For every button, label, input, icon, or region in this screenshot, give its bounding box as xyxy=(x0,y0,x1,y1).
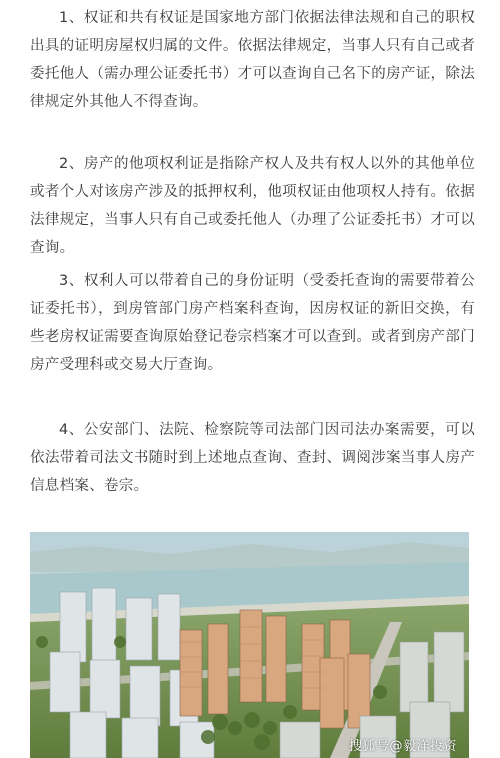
aerial-residential-photo xyxy=(30,532,469,758)
paragraph-2: 2、房产的他项权利证是指除产权人及共有权人以外的其他单位或者个人对该房产涉及的抵押权利，他项权证由他项权人持有。依据法律规定，当事人只有自己或委托他人（办理了公证委托书）才可以查询。 xyxy=(30,156,475,256)
paragraph-1: 1、权证和共有权证是国家地方部门依据法律法规和自己的职权出具的证明房屋权归属的文件。依据法律规定，当事人只有自己或者委托他人（需办理公证委托书）才可以查询自己名下的房产证，除法律规定外其他人不得查询。 xyxy=(30,10,475,110)
aerial-city-illustration xyxy=(30,532,469,758)
paragraph-3: 3、权利人可以带着自己的身份证明（受委托查询的需要带着公证委托书），到房管部门房产档案科查询，因房权证的新旧交换，有些老房权证需要查询原始登记卷宗档案才可以查到。或者到房产部门房产受理科或交易大厅查询。 xyxy=(30,273,475,373)
paragraph-4: 4、公安部门、法院、检察院等司法部门因司法办案需要，可以依法带着司法文书随时到上述地点查询、查封、调阅涉案当事人房产信息档案、卷宗。 xyxy=(30,422,475,494)
source-watermark: 搜狐号@毅洋投资 xyxy=(348,739,457,754)
